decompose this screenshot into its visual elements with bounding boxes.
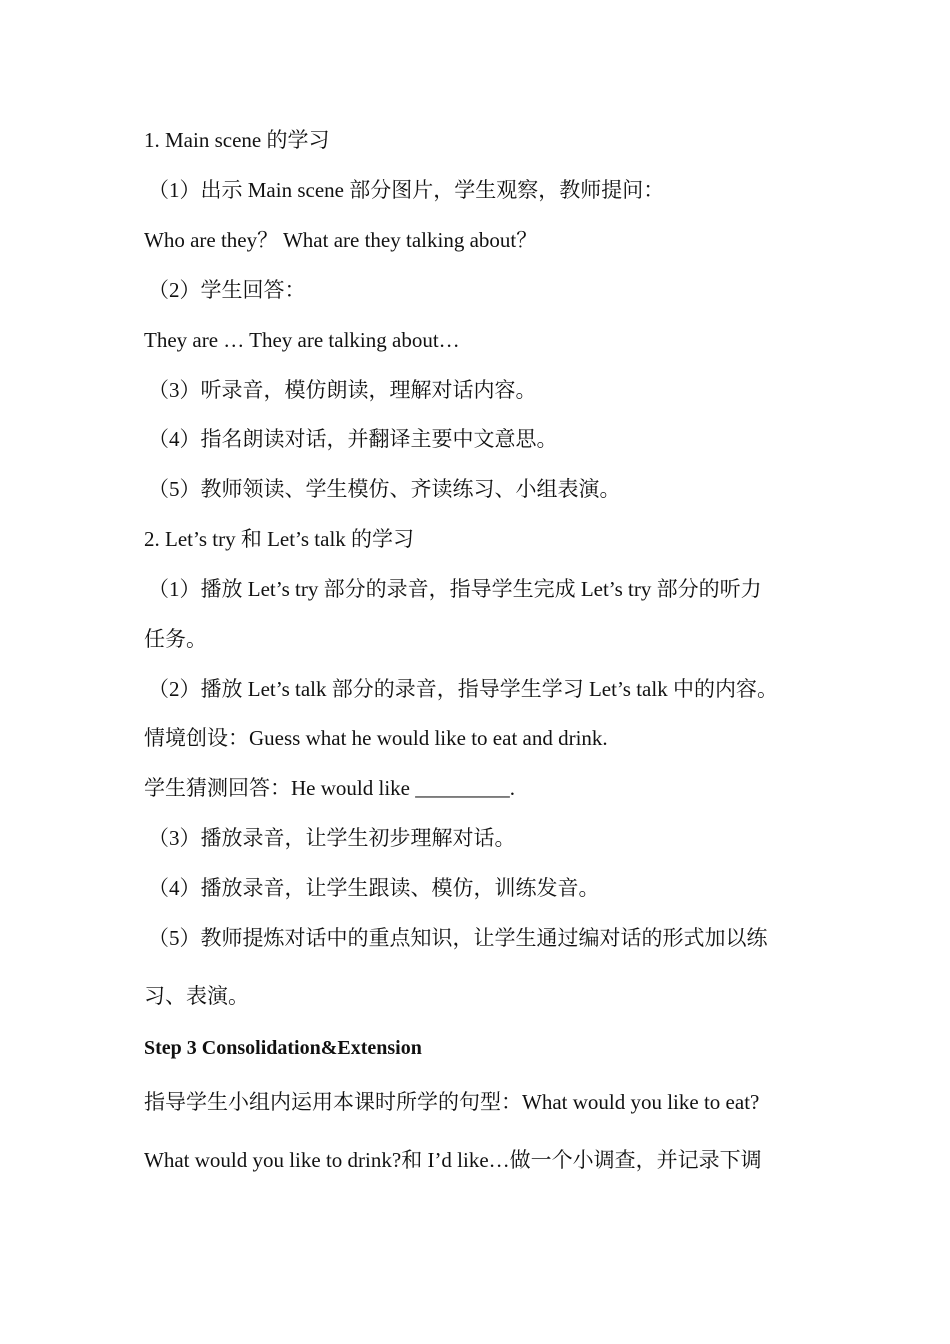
section-heading-main-scene: 1. Main scene 的学习 — [144, 128, 330, 152]
paragraph-line: 习、表演。 — [144, 984, 249, 1008]
paragraph-line: They are … They are talking about… — [144, 328, 460, 352]
paragraph-line: （3）播放录音，让学生初步理解对话。 — [148, 826, 516, 850]
paragraph-line: 指导学生小组内运用本课时所学的句型：What would you like to eat? — [144, 1090, 760, 1114]
paragraph-line: （3）听录音，模仿朗读，理解对话内容。 — [148, 378, 537, 402]
paragraph-line: （5）教师领读、学生模仿、齐读练习、小组表演。 — [148, 477, 621, 501]
paragraph-line: 学生猜测回答：He would like _________. — [144, 776, 515, 800]
paragraph-line: （5）教师提炼对话中的重点知识，让学生通过编对话的形式加以练 — [148, 926, 768, 950]
paragraph-line: （2）学生回答： — [148, 278, 306, 302]
paragraph-line: （4）播放录音，让学生跟读、模仿，训练发音。 — [148, 876, 600, 900]
paragraph-line: （2）播放 Let’s talk 部分的录音，指导学生学习 Let’s talk 中的内容。 — [148, 677, 778, 701]
paragraph-line: 情境创设：Guess what he would like to eat and drink. — [144, 726, 608, 750]
paragraph-line: What would you like to drink?和 I’d like…做一个小调查，并记录下调 — [144, 1148, 762, 1172]
section-heading-lets-try-talk: 2. Let’s try 和 Let’s talk 的学习 — [144, 527, 415, 551]
paragraph-line: （1）播放 Let’s try 部分的录音，指导学生完成 Let’s try 部分的听力 — [148, 577, 762, 601]
paragraph-line: （4）指名朗读对话，并翻译主要中文意思。 — [148, 427, 558, 451]
paragraph-line: 任务。 — [144, 627, 207, 651]
paragraph-line: Who are they？ What are they talking about？ — [144, 228, 538, 252]
step-heading: Step 3 Consolidation&Extension — [144, 1037, 422, 1059]
paragraph-line: （1）出示 Main scene 部分图片，学生观察，教师提问： — [148, 178, 665, 202]
